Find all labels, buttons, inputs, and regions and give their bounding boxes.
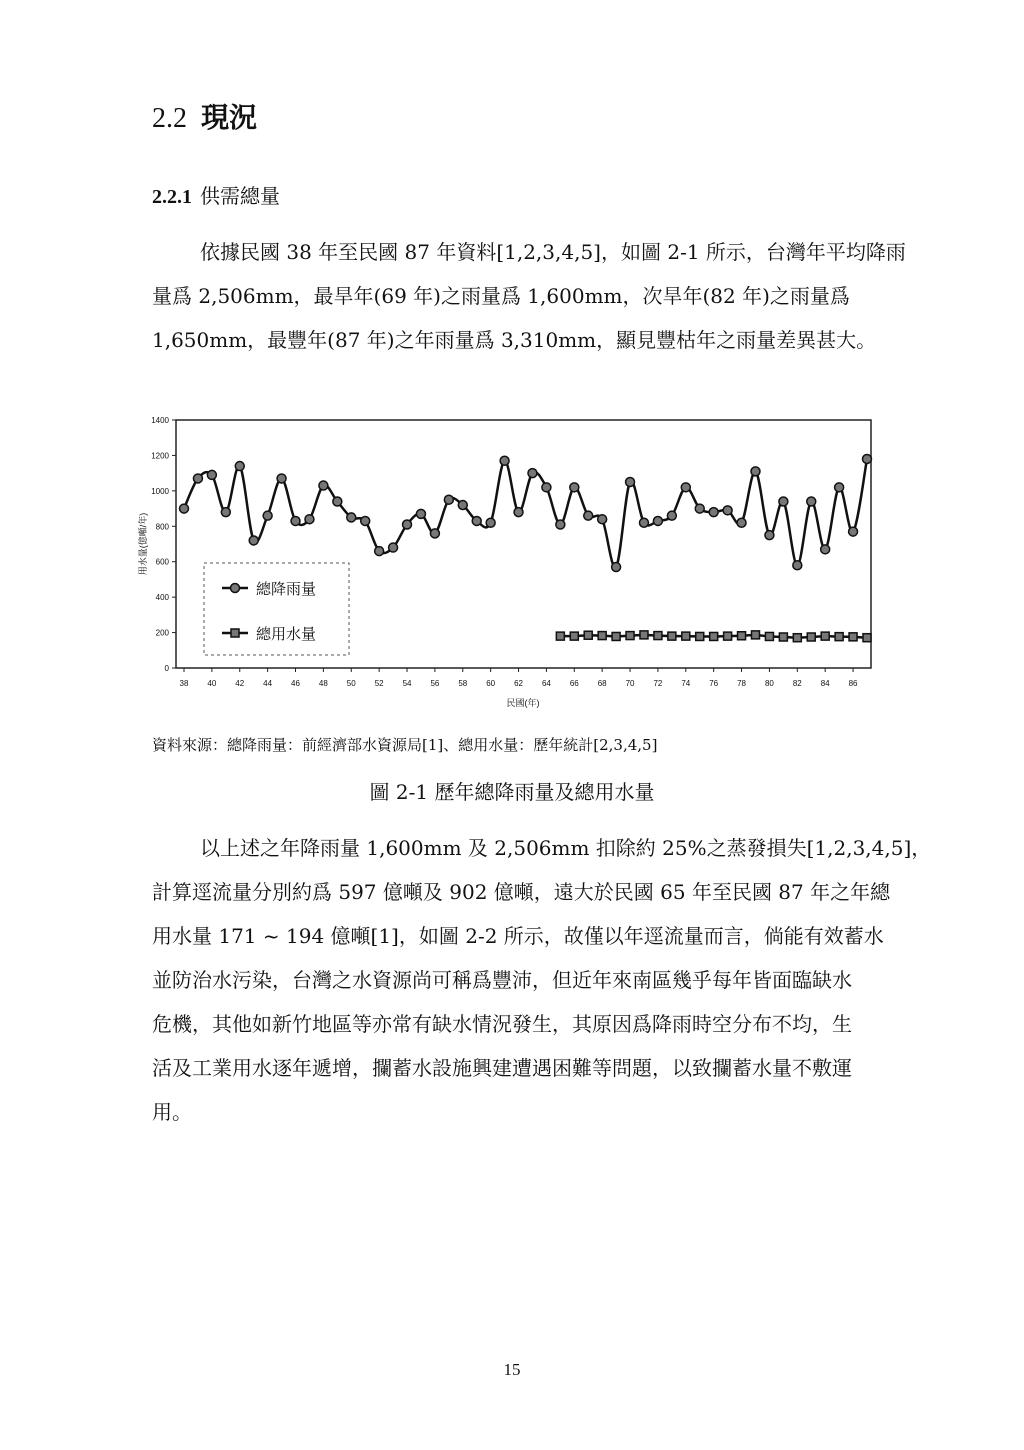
rainfall-point: [193, 474, 202, 483]
x-tick-label: 60: [486, 679, 496, 688]
rainfall-point: [807, 497, 816, 506]
rainfall-point: [221, 508, 230, 517]
rainfall-point: [584, 511, 593, 520]
water-use-point: [738, 632, 746, 640]
x-tick-label: 84: [820, 679, 830, 688]
water-use-point: [584, 631, 592, 639]
rainfall-point: [347, 513, 356, 522]
rainfall-point: [500, 456, 509, 465]
rainfall-point: [779, 497, 788, 506]
rainfall-point: [277, 474, 286, 483]
rainfall-point: [486, 518, 495, 527]
section-number: 2.2: [152, 103, 187, 134]
water-use-point: [640, 631, 648, 639]
rainfall-point: [333, 497, 342, 506]
rainfall-point: [514, 508, 523, 517]
rainfall-point: [626, 478, 635, 487]
x-tick-label: 44: [263, 679, 273, 688]
water-use-point: [724, 632, 732, 640]
subsection-number: 2.2.1: [152, 186, 192, 208]
x-tick-label: 78: [737, 679, 747, 688]
rainfall-point: [793, 561, 802, 570]
rainfall-point: [305, 515, 314, 524]
rainfall-point: [570, 483, 579, 492]
x-tick-label: 48: [318, 679, 328, 688]
section-title: 現況: [201, 101, 258, 134]
rainfall-point: [695, 504, 704, 513]
water-use-point: [863, 634, 871, 642]
water-use-point: [626, 632, 634, 640]
water-use-point: [556, 632, 564, 640]
water-use-point: [598, 632, 606, 640]
x-tick-label: 50: [346, 679, 356, 688]
legend-label-use: 總用水量: [256, 626, 317, 643]
data-source-note: 資料來源：總降雨量：前經濟部水資源局[1]、總用水量：歷年統計[2,3,4,5]: [152, 736, 658, 754]
rainfall-point: [207, 470, 216, 479]
x-tick-label: 66: [569, 679, 579, 688]
rainfall-point: [180, 504, 189, 513]
rainfall-point: [444, 495, 453, 504]
water-use-point: [835, 633, 843, 641]
paragraph-line: 用水量 171 ~ 194 億噸[1]，如圖 2-2 所示，故僅以年逕流量而言，倘能有效蓄水: [152, 924, 884, 948]
water-use-point: [612, 632, 620, 640]
x-tick-label: 74: [681, 679, 691, 688]
x-tick-label: 62: [514, 679, 523, 688]
rainfall-point: [375, 547, 384, 556]
water-use-point: [654, 632, 662, 640]
legend-label-rain: 總降雨量: [256, 581, 317, 598]
y-tick-label: 1000: [151, 486, 169, 496]
paragraph-supply-demand: [152, 230, 906, 362]
subsection-title: 供需總量: [200, 184, 280, 208]
rainfall-point: [653, 516, 662, 525]
x-axis-label: 民國(年): [506, 698, 540, 708]
chart-svg: [136, 408, 896, 720]
paragraph-line: 1,650mm，最豐年(87 年)之年雨量爲 3,310mm，顯見豐枯年之雨量差異甚大。: [152, 328, 877, 352]
x-tick-label: 58: [458, 679, 468, 688]
rainfall-point: [849, 527, 858, 536]
x-tick-label: 64: [541, 679, 551, 688]
x-tick-label: 56: [430, 679, 440, 688]
rainfall-point: [319, 481, 328, 490]
x-tick-label: 38: [179, 679, 189, 688]
rainfall-point: [765, 531, 774, 540]
rainfall-point: [821, 545, 830, 554]
x-tick-label: 42: [235, 679, 245, 688]
series-line-rainfall: [184, 459, 867, 568]
rainfall-point: [263, 511, 272, 520]
water-use-point: [751, 631, 759, 639]
water-use-point: [570, 632, 578, 640]
rainfall-point: [472, 516, 481, 525]
rainfall-point: [528, 469, 537, 478]
water-use-point: [821, 632, 829, 640]
paragraph-line: 量爲 2,506mm，最旱年(69 年)之雨量爲 1,600mm，次旱年(82 年)之雨量爲: [152, 284, 850, 308]
paragraph-line: 活及工業用水逐年遞增，攔蓄水設施興建遭遇困難等問題，以致攔蓄水量不敷運: [152, 1056, 852, 1080]
rainfall-point: [458, 501, 467, 510]
rainfall-point: [361, 516, 370, 525]
water-use-point: [710, 632, 718, 640]
rainfall-point: [556, 520, 565, 529]
water-use-point: [779, 633, 787, 641]
x-tick-label: 52: [374, 679, 384, 688]
legend-marker-use: [231, 629, 239, 637]
rainfall-point: [612, 563, 621, 572]
rainfall-point: [249, 536, 258, 545]
rainfall-point: [737, 518, 746, 527]
subsection-heading: [152, 180, 280, 209]
water-use-point: [668, 632, 676, 640]
water-use-point: [765, 632, 773, 640]
rainfall-point: [416, 509, 425, 518]
paragraph-line: 計算逕流量分別約爲 597 億噸及 902 億噸，遠大於民國 65 年至民國 87 年之年總: [152, 880, 891, 904]
rainfall-point: [403, 520, 412, 529]
rainfall-point: [681, 483, 690, 492]
x-tick-label: 80: [764, 679, 774, 688]
rainfall-point: [430, 529, 439, 538]
paragraph-line: 以上述之年降雨量 1,600mm 及 2,506mm 扣除約 25%之蒸發損失[1,2,3,4,5]，: [200, 836, 932, 860]
rainfall-point: [598, 515, 607, 524]
section-heading: [152, 96, 257, 136]
rainfall-point: [291, 516, 300, 525]
paragraph-line: 並防治水污染，台灣之水資源尚可稱爲豐沛，但近年來南區幾乎每年皆面臨缺水: [152, 968, 852, 992]
rainfall-point: [709, 508, 718, 517]
paragraph-line: 危機，其他如新竹地區等亦常有缺水情況發生，其原因爲降雨時空分布不均，生: [152, 1012, 852, 1036]
rainfall-point: [389, 543, 398, 552]
y-tick-label: 0: [164, 664, 169, 673]
x-tick-label: 46: [291, 679, 300, 688]
water-use-point: [807, 633, 815, 641]
y-tick-label: 600: [155, 557, 169, 567]
x-tick-label: 54: [402, 679, 412, 688]
water-use-point: [849, 633, 857, 641]
water-use-point: [682, 632, 690, 640]
rainfall-point: [835, 483, 844, 492]
y-tick-label: 400: [155, 593, 169, 603]
paragraph-line: 依據民國 38 年至民國 87 年資料[1,2,3,4,5]，如圖 2-1 所示，台灣年平均降雨: [200, 240, 906, 264]
y-tick-label: 200: [155, 628, 169, 638]
rainfall-point: [723, 506, 732, 515]
legend-marker-rain: [231, 584, 240, 593]
x-tick-label: 68: [597, 679, 607, 688]
x-tick-label: 72: [653, 679, 663, 688]
y-tick-label: 800: [155, 522, 169, 532]
figure-caption: 圖 2-1 歷年總降雨量及總用水量: [369, 780, 655, 804]
rainfall-water-use-chart: [136, 408, 896, 724]
page-number: 15: [503, 1360, 521, 1379]
y-axis-label: 用水量(億噸/年): [138, 512, 148, 576]
paragraph-runoff: [152, 826, 932, 1134]
y-tick-label: 1400: [151, 416, 169, 425]
paragraph-line: 用。: [152, 1100, 192, 1124]
rainfall-point: [542, 483, 551, 492]
legend: [204, 563, 349, 655]
x-tick-label: 70: [625, 679, 635, 688]
x-tick-label: 76: [709, 679, 719, 688]
rainfall-point: [235, 462, 244, 471]
x-tick-label: 82: [792, 679, 802, 688]
x-tick-label: 40: [207, 679, 217, 688]
water-use-point: [793, 634, 801, 642]
y-tick-label: 1200: [151, 451, 169, 461]
x-tick-label: 86: [848, 679, 858, 688]
rainfall-point: [639, 518, 648, 527]
rainfall-point: [667, 511, 676, 520]
rainfall-point: [751, 467, 760, 476]
water-use-point: [696, 632, 704, 640]
rainfall-point: [863, 454, 872, 463]
